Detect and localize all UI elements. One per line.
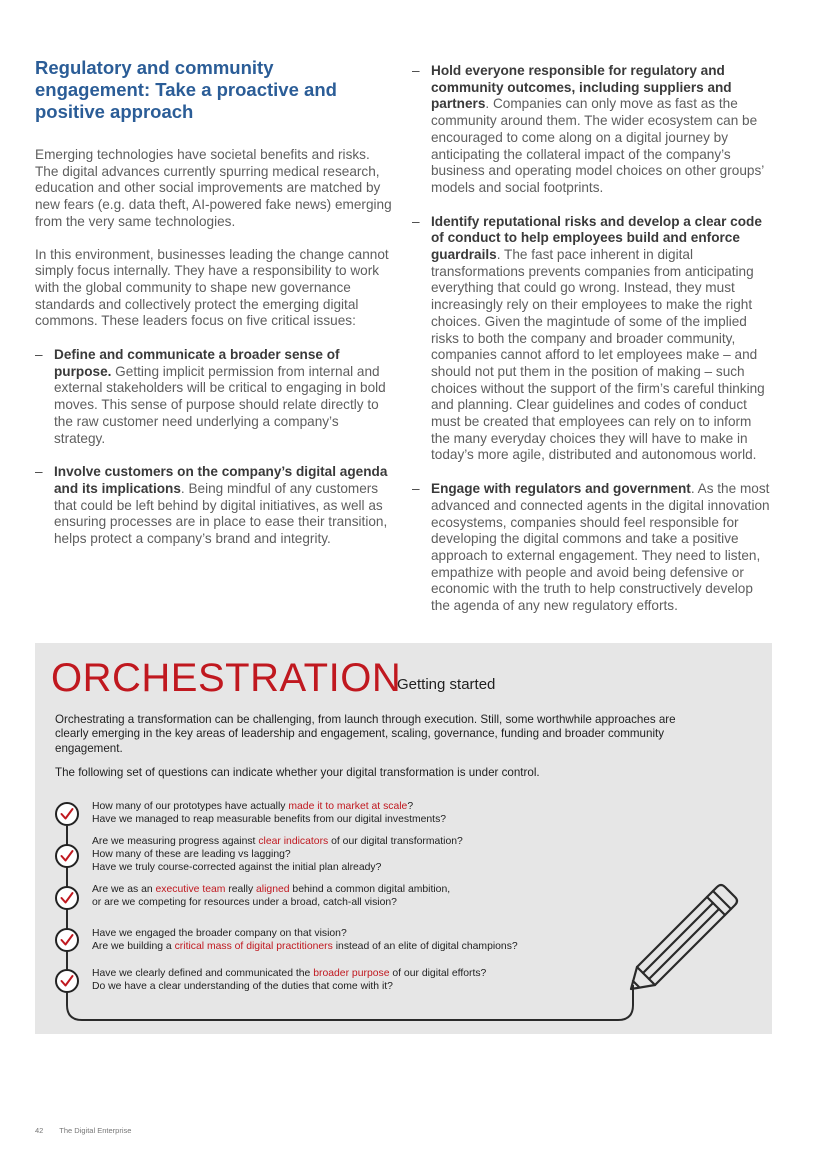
question-text: ? bbox=[407, 801, 414, 812]
bullet-body: . Being mindful of any customers that could be left behind by digital initiatives, as well as ensuring processes are in place to ease their transition, helps protect a company’s brand and integrity. bbox=[54, 480, 388, 547]
bullet-hold-responsible bbox=[412, 63, 774, 197]
bullet-reputational-risks bbox=[412, 214, 774, 465]
bullet-lead: Engage with regulators and government bbox=[431, 481, 691, 497]
question-text: How many of these are leading vs lagging? bbox=[92, 848, 291, 860]
question-line bbox=[92, 968, 632, 981]
question-text: of our digital transformation? bbox=[328, 836, 463, 847]
orchestration-subtitle: Getting started bbox=[397, 676, 496, 693]
bullet-lead: Identify reputational risks and develop a clear code of conduct to help employees build and enforce guardrails bbox=[431, 213, 762, 263]
question-text: behind a common digital ambition, bbox=[289, 884, 451, 895]
bullet-lead: Hold everyone responsible for regulatory and community outcomes, including suppliers and partners bbox=[431, 63, 732, 112]
question-line bbox=[92, 941, 632, 954]
question-text: How many of our prototypes have actually bbox=[92, 801, 289, 812]
bullet-lead: Define and communicate a broader sense of purpose. bbox=[54, 347, 340, 379]
page-number: 42 bbox=[35, 1126, 44, 1135]
section-title: Regulatory and community engagement: Take a proactive and positive approach bbox=[35, 57, 337, 122]
checkmark-icon bbox=[55, 969, 79, 993]
highlighted-phrase: critical mass of digital practitioners bbox=[174, 940, 333, 952]
bullet-body: . The fast pace inherent in digital transformations prevents companies from anticipating everything that could go wrong. Instead, they must increasingly rely on their employees to make the right choices. Given the magintude of some of the implied risks to both the company and broader community, companies cannot afford to let employees make – and should not put them in the position of making – such choices without the support of the firm’s careful thinking and planning. Clear guidelines and codes of conduct must be created that employees can rely on to inform the many everyday choices they will have to make in today’s more agile, distributed and autonomous world. bbox=[431, 247, 765, 463]
question-item bbox=[92, 836, 632, 874]
pencil-icon bbox=[625, 875, 745, 995]
orchestration-intro: Orchestrating a transformation can be challenging, from launch through execution. Still, some worthwhile approaches are clearly emerging in the key areas of leadership and engagement, scaling, governance, funding and broader community engagement. bbox=[55, 713, 676, 755]
orchestration-title: ORCHESTRATION bbox=[51, 656, 402, 700]
question-text: Are we as an bbox=[92, 884, 156, 895]
highlighted-phrase: clear indicators bbox=[258, 836, 329, 847]
question-item bbox=[92, 801, 632, 827]
question-line bbox=[92, 836, 632, 849]
bullet-broader-purpose bbox=[35, 347, 393, 447]
question-line bbox=[92, 928, 632, 941]
bullet-body: Getting implicit permission from internal and external stakeholders will be critical to engaging in bold moves. This sense of purpose should relate directly to the raw customer need underlying a company’s strategy. bbox=[54, 363, 386, 446]
bullet-involve-customers bbox=[35, 464, 393, 548]
question-line bbox=[92, 814, 632, 827]
bullet-body: . As the most advanced and connected agents in the digital innovation ecosystems, companies should feel responsible for developing the digital commons and take a positive approach to external engagement. They need to listen, empathize with people and avoid being defensive or economic with the truth to help constructively develop the agenda of any new regulatory efforts. bbox=[431, 481, 770, 614]
bullet-body: . Companies can only move as fast as the community around them. The wider ecosystem can be encouraged to come along on a digital journey by anticipating the collateral impact of the company’s business and operating model choices on other groups’ models and social footprints. bbox=[431, 96, 764, 195]
question-line bbox=[92, 981, 632, 994]
question-item bbox=[92, 968, 632, 994]
question-text: Have we engaged the broader company on that vision? bbox=[92, 928, 347, 939]
orchestration-question-lead: The following set of questions can indicate whether your digital transformation is under control. bbox=[55, 766, 540, 779]
question-line bbox=[92, 849, 632, 862]
question-text: or are we competing for resources under a broad, catch-all vision? bbox=[92, 896, 397, 908]
question-text: Have we truly course-corrected against the initial plan already? bbox=[92, 861, 382, 873]
question-text: Are we building a bbox=[92, 940, 175, 952]
question-text: Do we have a clear understanding of the duties that come with it? bbox=[92, 980, 393, 992]
question-line bbox=[92, 862, 632, 875]
bullet-dash: – bbox=[35, 464, 43, 480]
checkmark-icon bbox=[55, 886, 79, 910]
checkmark-icon bbox=[55, 844, 79, 868]
bullet-dash: – bbox=[412, 481, 420, 497]
highlighted-phrase: aligned bbox=[256, 884, 290, 895]
bullet-dash: – bbox=[412, 63, 420, 78]
question-text: of our digital efforts? bbox=[389, 968, 487, 979]
page-footer bbox=[35, 1126, 145, 1135]
question-text: Are we measuring progress against bbox=[92, 836, 259, 847]
right-column bbox=[412, 63, 774, 615]
question-line bbox=[92, 884, 632, 897]
checkmark-icon bbox=[55, 802, 79, 826]
left-column bbox=[35, 57, 393, 548]
question-line bbox=[92, 801, 632, 814]
bullet-engage-regulators bbox=[412, 481, 774, 615]
publication-title: The Digital Enterprise bbox=[59, 1126, 132, 1135]
bullet-lead: Involve customers on the company’s digital agenda and its implications bbox=[54, 464, 388, 496]
bullet-dash: – bbox=[412, 213, 420, 229]
question-text: instead of an elite of digital champions? bbox=[332, 940, 518, 952]
question-text: really bbox=[225, 884, 257, 895]
question-line bbox=[92, 897, 632, 910]
checkmark-icon bbox=[55, 928, 79, 952]
question-item bbox=[92, 884, 632, 910]
question-text: Have we clearly defined and communicated the bbox=[92, 968, 314, 979]
question-item bbox=[92, 928, 632, 954]
question-text: Have we managed to reap measurable benefits from our digital investments? bbox=[92, 813, 447, 825]
orchestration-box bbox=[35, 643, 772, 1034]
context-paragraph: In this environment, businesses leading the change cannot simply focus internally. They have a responsibility to work with the global community to shape new governance standards and collectively protect the emerging digital commons. These leaders focus on five critical issues: bbox=[35, 246, 389, 329]
highlighted-phrase: broader purpose bbox=[313, 968, 390, 979]
intro-paragraph: Emerging technologies have societal benefits and risks. The digital advances currently spurring medical research, education and other social improvements are matched by new fears (e.g. data theft, AI-powered fake news) emerging from the very same technologies. bbox=[35, 147, 392, 229]
highlighted-phrase: executive team bbox=[155, 884, 226, 895]
highlighted-phrase: made it to market at scale bbox=[288, 801, 408, 812]
bullet-dash: – bbox=[35, 347, 43, 363]
